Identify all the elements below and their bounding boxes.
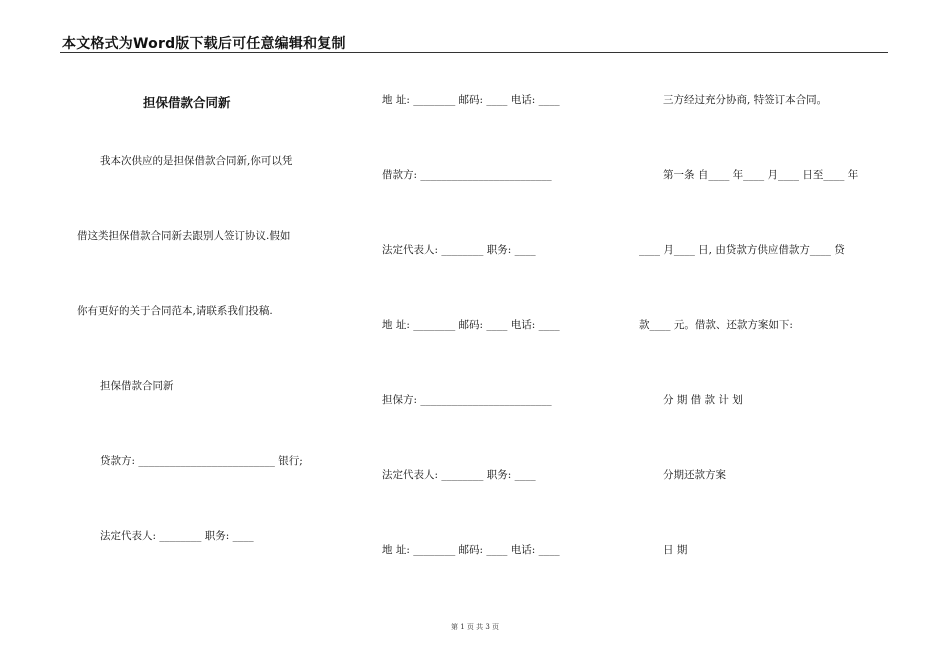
col3-article-1-line: 第一条 自____ 年____ 月____ 日至____ 年 <box>663 169 859 181</box>
col2-guarantor-line: 担保方: _________________________ <box>382 394 552 406</box>
col2-address-line-2: 地 址: ________ 邮码: ____ 电话: ____ <box>382 319 560 331</box>
col1-line-2: 借这类担保借款合同新去跟别人签订协议.假如 <box>77 230 291 242</box>
col1-line-3: 你有更好的关于合同范本,请联系我们投稿. <box>77 305 273 317</box>
col3-line-1: 三方经过充分协商, 特签订本合同。 <box>663 94 828 106</box>
page-header-title: 本文格式为Word版下载后可任意编辑和复制 <box>62 36 346 52</box>
col3-line-3: ____ 月____ 日, 由贷款方供应借款方____ 贷 <box>639 244 845 256</box>
col1-line-4: 担保借款合同新 <box>100 380 174 392</box>
col2-borrower-line: 借款方: _________________________ <box>382 169 552 181</box>
col2-address-line-1: 地 址: ________ 邮码: ____ 电话: ____ <box>382 94 560 106</box>
col2-legal-rep-line-2: 法定代表人: ________ 职务: ____ <box>382 469 536 481</box>
col2-address-line-3: 地 址: ________ 邮码: ____ 电话: ____ <box>382 544 560 556</box>
col3-date-label: 日 期 <box>663 544 688 556</box>
document-title: 担保借款合同新 <box>143 95 231 110</box>
col3-line-4: 款____ 元。借款、还款方案如下: <box>639 319 793 331</box>
col1-lender-line: 贷款方: __________________________ 银行; <box>100 455 303 467</box>
header-divider <box>60 52 888 53</box>
col1-legal-rep-line: 法定代表人: ________ 职务: ____ <box>100 530 254 542</box>
col1-line-1: 我本次供应的是担保借款合同新,你可以凭 <box>100 155 293 167</box>
col2-legal-rep-line-1: 法定代表人: ________ 职务: ____ <box>382 244 536 256</box>
col3-loan-plan-heading: 分 期 借 款 计 划 <box>663 394 743 406</box>
page-number-footer: 第 1 页 共 3 页 <box>450 623 500 631</box>
col3-repayment-heading: 分期还款方案 <box>663 469 726 481</box>
